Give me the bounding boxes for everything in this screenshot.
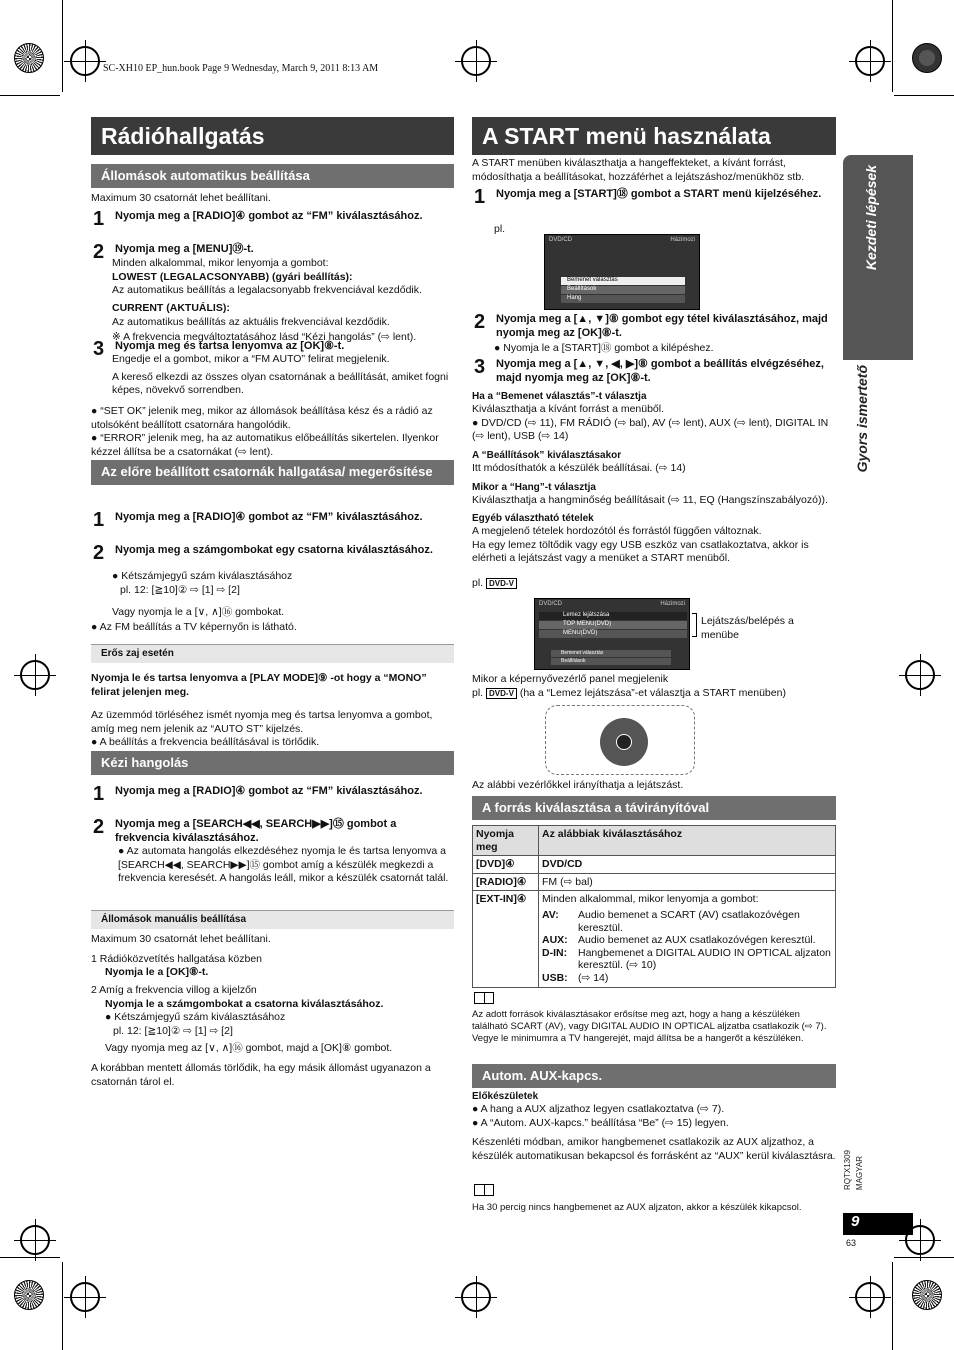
note-aux-text: Ha 30 percig nincs hangbemenet az AUX aljzaton, akkor a készülék kikapcsol. bbox=[472, 1202, 802, 1213]
step-2: 2 Nyomja meg a számgombokat egy csatorna kiválasztásához. bbox=[93, 542, 433, 564]
callout-bracket bbox=[692, 613, 697, 637]
step-2: 2 Nyomja meg a [MENU]⑲-t. bbox=[93, 241, 254, 263]
source-table bbox=[472, 825, 836, 988]
crop-mark bbox=[894, 95, 954, 96]
notes-auto-tuning: ● “SET OK” jelenik meg, mikor az állomások beállítása kész és a rádió az utolsóként beállított csatornára hangolódik. ● “ERROR” jelenik meg, ha az automatikus előbeállítás sikertelen. Ilyenkor kézzel állítsa be a csatornákat (⇨ lent). bbox=[91, 405, 439, 458]
dvdv-badge: DVD-V bbox=[486, 578, 517, 589]
section-heading-source-remote: A forrás kiválasztása a távirányítóval bbox=[472, 796, 836, 820]
menu-item-input-select: Bemenet választás bbox=[561, 277, 685, 285]
control-panel-illustration bbox=[545, 705, 695, 775]
menu-item-settings: Beállítások bbox=[561, 286, 685, 294]
subheading-manual-preset: Állomások manuális beállítása bbox=[91, 910, 454, 929]
step-3-details: Engedje el a gombot, mikor a “FM AUTO” felirat megjelenik. A kereső elkezdi az összes olyan csatornának a beállítását, amiket fogni képes, növekvő sorrendben. bbox=[112, 353, 449, 397]
start-menu-screen-dvd: DVD/CD Házimozi Lemez lejátszása TOP MENU(DVD) MENU(DVD) Bemenet választás Beállítások bbox=[534, 598, 690, 670]
registration-mark bbox=[70, 1282, 100, 1312]
table-row: [EXT-IN]④ Minden alkalommal, mikor lenyomja a gombot: AV: Audio bemenet a SCART (AV) csatlakozóvégen keresztül. AUX: Audio bemenet az AUX csatlakozóvégen keresztül. D-IN: Hangbemenet a DIGITAL AUDIO IN OPTICAL aljzaton keresztül. (⇨ 10) USB: (⇨ 14) bbox=[473, 891, 836, 987]
step-2-details: ● Kétszámjegyű szám kiválasztásához pl. 12: [≧10]② ⇨ [1] ⇨ [2] Vagy nyomja le a [∨, ∧]⑯ gombokat. bbox=[112, 570, 293, 619]
page-title-start-menu: A START menü használata bbox=[472, 117, 836, 155]
registration-mark bbox=[855, 46, 885, 76]
page-title-radio: Rádióhallgatás bbox=[91, 117, 454, 155]
step-2-details: ● Az automata hangolás elkezdéséhez nyomja le és tartsa lenyomva a [SEARCH◀◀, SEARCH▶▶]⑮ gombot amíg a készülék megkezdi a frekvencia keresését. A hangolás leáll, mikor a készülék csatornát talál. bbox=[118, 845, 449, 885]
registration-rosette-bl bbox=[14, 1280, 44, 1310]
section-heading-auto-aux: Autom. AUX-kapcs. bbox=[472, 1064, 836, 1088]
step-2: 2 Nyomja meg a [SEARCH◀◀, SEARCH▶▶]⑮ gombot a frekvencia kiválasztásához. bbox=[93, 816, 397, 844]
crop-mark bbox=[62, 1262, 63, 1350]
panel-caption: Az alábbi vezérlőkkel irányíthatja a lejátszást. bbox=[472, 779, 684, 791]
crop-mark bbox=[892, 0, 893, 92]
table-row: [RADIO]④ FM (⇨ bal) bbox=[473, 873, 836, 891]
dvdv-badge: DVD-V bbox=[486, 688, 517, 699]
step-1: 1 Nyomja meg a [START]⑱ gombot a START menü kijelzéséhez. bbox=[474, 186, 822, 208]
noise-details: Az üzemmód törléséhez ismét nyomja meg és tartsa lenyomva a gombot, amíg meg nem jelenik az “AUTO ST” kijelzés. ● A beállítás a frekvencia beállításával is törlődik. bbox=[91, 709, 433, 749]
panel-text: Mikor a képernyővezérlő panel megjelenik pl. DVD-V (ha a “Lemez lejátszása”-et választja a START menüben) bbox=[472, 673, 786, 699]
step-3: 3 Nyomja meg a [▲, ▼, ◀, ▶]⑧ gombot a beállítás elvégzéséhez, majd nyomja meg az [OK]⑧-t. bbox=[474, 356, 824, 384]
registration-mark bbox=[20, 1225, 50, 1255]
step-2: 2 Nyomja meg a [▲, ▼]⑧ gombot egy tétel kiválasztásához, majd nyomja meg az [OK]⑧-t. bbox=[474, 311, 828, 339]
auto-aux-text: Előkészületek ● A hang a AUX aljzathoz legyen csatlakoztatva (⇨ 7). ● A “Autom. AUX-kapcs.” beállítása “Be” (⇨ 15) legyen. Készenléti módban, amikor hangbemenet csatlakozik az AUX aljzathoz, a készülék automatikusan bekapcsol és forrásként az “AUX” kerül kiválasztásra. bbox=[472, 1091, 836, 1162]
section-heading-auto-tuning: Állomások automatikus beállítása bbox=[91, 164, 454, 188]
registration-mark bbox=[20, 660, 50, 690]
crop-mark bbox=[894, 1257, 954, 1258]
section-heading-preset-listen: Az előre beállított csatornák hallgatása/ megerősítése bbox=[91, 460, 454, 485]
step-2-details: Minden alkalommal, mikor lenyomja a gombot: LOWEST (LEGALACSONYABB) (gyári beállítás): Az automatikus beállítás a legalacsonyabb frekvenciával kezdődik. CURRENT (AKTUÁLIS): Az automatikus beállítás az aktuális frekvenciával kezdődik. ※ A frekvencia megváltoztatásához lásd “Kézi hangolás” (⇨ lent). bbox=[112, 257, 422, 344]
note-fm-tv: ● Az FM beállítás a TV képernyőn is látható. bbox=[91, 621, 297, 633]
table-header-row: Nyomja meg Az alábbiak kiválasztásához bbox=[473, 826, 836, 856]
registration-rosette-br bbox=[912, 1280, 942, 1310]
registration-rosette-tr bbox=[912, 43, 942, 73]
step-1: 1 Nyomja meg a [RADIO]④ gombot az “FM” kiválasztásához. bbox=[93, 783, 423, 805]
book-info-line: SC-XH10 EP_hun.book Page 9 Wednesday, March 9, 2011 8:13 AM bbox=[103, 63, 379, 74]
crop-mark bbox=[0, 95, 60, 96]
step-3: 3 Nyomja meg és tartsa lenyomva az [OK]⑧-t. bbox=[93, 338, 345, 360]
example-label: pl. bbox=[494, 223, 506, 235]
doc-code: RQTX1309 MAGYAR bbox=[843, 1150, 864, 1191]
page-number-small: 63 bbox=[846, 1238, 857, 1248]
side-tab-gyors: Gyors ismertető bbox=[854, 365, 870, 473]
callout-play-menu: Lejátszás/belépés a menübe bbox=[701, 615, 794, 641]
registration-mark bbox=[905, 660, 935, 690]
start-menu-screen-example: DVD/CD Házimozi Bemenet választás Beállítások Hang bbox=[544, 234, 700, 310]
crop-mark bbox=[892, 1262, 893, 1350]
noise-instruction: Nyomja le és tartsa lenyomva a [PLAY MODE]⑨ -ot hogy a “MONO” felirat jelenjen meg. bbox=[91, 672, 427, 698]
note-source-text: Az adott források kiválasztásakor erősítse meg azt, hogy a hang a készüléken található SCART (AV), vagy DIGITAL AUDIO IN OPTICAL aljzatba csatlakozik (⇨ 7). Vegye le minimumra a TV hangerejét, majd állítsa be a hangerőt a készüléken. bbox=[472, 1009, 827, 1044]
registration-mark bbox=[855, 1282, 885, 1312]
step-1: 1 Nyomja meg a [RADIO]④ gombot az “FM” kiválasztásához. bbox=[93, 208, 423, 230]
note-book-icon bbox=[474, 1184, 494, 1196]
crop-mark bbox=[0, 1257, 60, 1258]
menu-item-sound: Hang bbox=[561, 295, 685, 303]
page-number: 9 bbox=[843, 1213, 913, 1235]
registration-rosette-tl bbox=[14, 43, 44, 73]
subheading-strong-noise: Erős zaj esetén bbox=[91, 644, 454, 663]
registration-mark bbox=[70, 46, 100, 76]
step-1: 1 Nyomja meg a [RADIO]④ gombot az “FM” kiválasztásához. bbox=[93, 509, 423, 531]
example-label-dvdv: pl. DVD-V bbox=[472, 577, 517, 591]
side-tab-kezdeti: Kezdeti lépések bbox=[843, 155, 913, 360]
intro-text: A START menüben kiválaszthatja a hangeffekteket, a kívánt forrást, módosíthatja a beállításokat, hozzáférhet a lejátszáshoz/menükhöz stb. bbox=[472, 157, 805, 183]
registration-mark bbox=[461, 1282, 491, 1312]
start-menu-options: Ha a “Bemenet választás”-t választja Kiválaszthatja a kívánt forrást a menüből. ● DVD/CD (⇨ 11), FM RÁDIÓ (⇨ bal), AV (⇨ lent), AUX (⇨ lent), DIGITAL IN (⇨ lent), USB (⇨ 14) A “Beállítások” kiválasztásakor Itt módosíthatók a készülék beállításai. (⇨ 14) Mikor a “Hang”-t választja Kiválaszthatja a hangminőség beállításait (⇨ 11, EQ (Hangszínszabályozó)). Egyéb választható tételek A megjelenő tételek hordozótól és forrástól függően változnak. Ha egy lemez töltődik vagy egy USB eszköz van csatlakoztatva, akkor is elérheti a lejátszást vagy a menüket a START menüből. bbox=[472, 391, 829, 565]
intro-text: Maximum 30 csatornát lehet beállítani. bbox=[91, 192, 271, 204]
crop-mark bbox=[62, 0, 63, 92]
section-heading-manual-tuning: Kézi hangolás bbox=[91, 751, 454, 775]
table-row: [DVD]④ DVD/CD bbox=[473, 856, 836, 874]
step-2-details: ● Nyomja le a [START]⑱ gombot a kilépéshez. bbox=[494, 342, 714, 354]
registration-mark bbox=[461, 46, 491, 76]
manual-preset-text: Maximum 30 csatornát lehet beállítani. 1 Rádióközvetítés hallgatása közben Nyomja le a [OK]⑧-t. 2 Amíg a frekvencia villog a kijelzőn Nyomja le a számgombokat a csatorna kiválasztásához. ● Kétszámjegyű szám kiválasztásához pl. 12: [≧10]② ⇨ [1] ⇨ [2] Vagy nyomja meg az [∨, ∧]⑯ gombot, majd a [OK]⑧ gombot. A korábban mentett állomás törlődik, ha egy másik állomást ugyanazon a csatornán tárol el. bbox=[91, 933, 431, 1088]
note-book-icon bbox=[474, 992, 494, 1004]
